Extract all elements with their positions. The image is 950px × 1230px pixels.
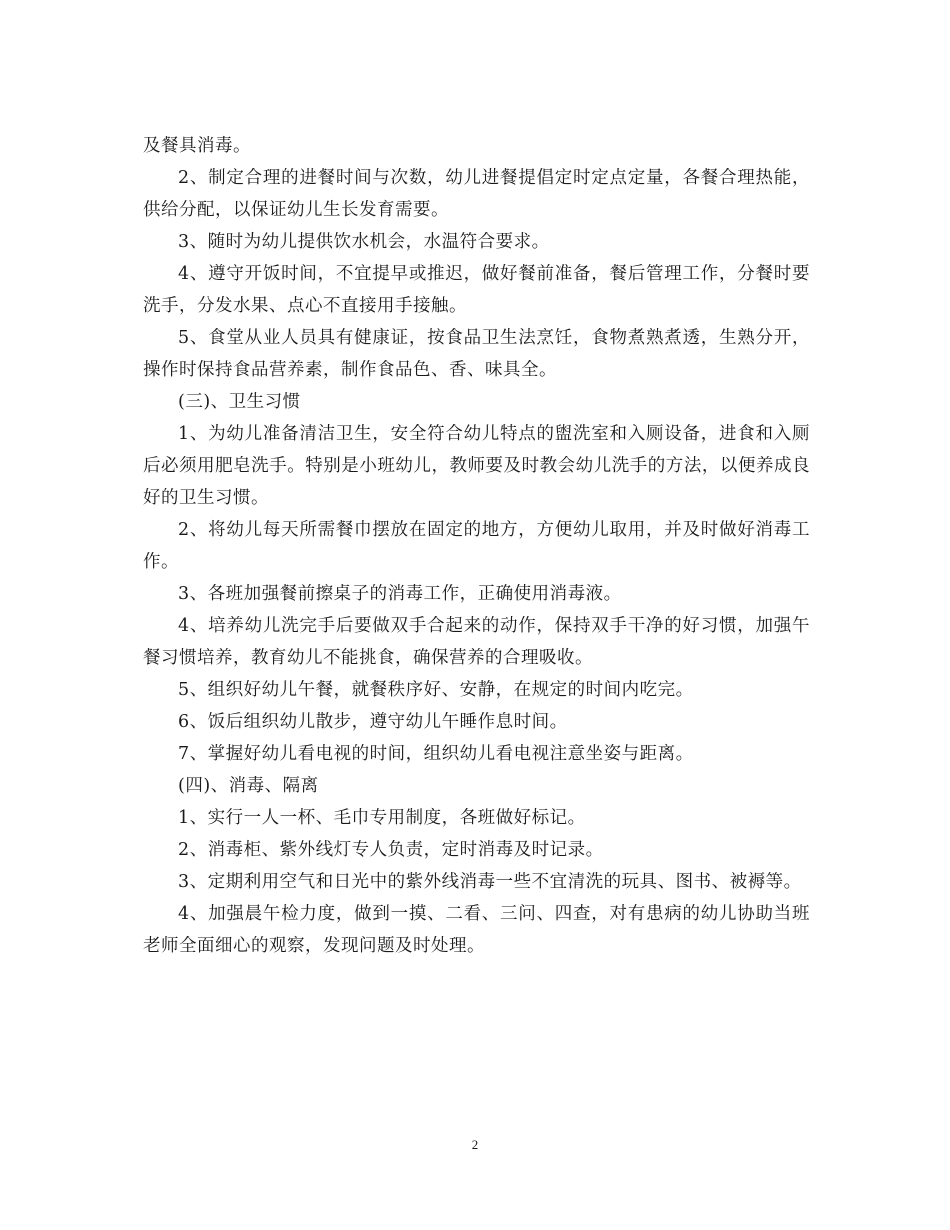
paragraph-uv-lamp: 2、消毒柜、紫外线灯专人负责，定时消毒及时记录。: [178, 840, 604, 860]
page-number: 2: [471, 1137, 479, 1152]
paragraph-lunch-order: 5、组织好幼儿午餐，就餐秩序好、安静，在规定的时间内吃完。: [178, 680, 694, 700]
paragraph-continuation: 及餐具消毒。: [143, 136, 251, 156]
paragraph-handwashing: 1、为幼儿准备清洁卫生，安全符合幼儿特点的盥洗室和入厕设备，进食和入厕后必须用肥皂洗手。特别是小班幼儿，教师要及时教会幼儿洗手的方法，以便养成良好的卫生习惯。: [143, 424, 810, 508]
paragraph-lunch-habits: 4、培养幼儿洗完手后要做双手合起来的动作，保持双手干净的好习惯，加强午餐习惯培养，教育幼儿不能挑食，确保营养的合理吸收。: [143, 616, 810, 668]
paragraph-sunlight-disinfection: 3、定期利用空气和日光中的紫外线消毒一些不宜清洗的玩具、图书、被褥等。: [178, 872, 802, 892]
paragraph-napkins: 2、将幼儿每天所需餐巾摆放在固定的地方，方便幼儿取用，并及时做好消毒工作。: [143, 520, 810, 572]
section-heading-hygiene-habits: (三)、卫生习惯: [178, 392, 301, 412]
paragraph-drinking-water: 3、随时为幼儿提供饮水机会，水温符合要求。: [178, 232, 550, 252]
paragraph-tv-time: 7、掌握好幼儿看电视的时间，组织幼儿看电视注意坐姿与距离。: [178, 744, 694, 764]
section-heading-disinfection: (四)、消毒、隔离: [178, 776, 319, 796]
paragraph-health-check: 4、加强晨午检力度，做到一摸、二看、三问、四查，对有患病的幼儿协助当班老师全面细心的观察，发现问题及时处理。: [143, 904, 810, 956]
paragraph-meal-time: 4、遵守开饭时间，不宜提早或推迟，做好餐前准备，餐后管理工作，分餐时要洗手，分发水果、点心不直接用手接触。: [143, 264, 810, 316]
paragraph-canteen-staff: 5、食堂从业人员具有健康证，按食品卫生法烹饪，食物煮熟煮透，生熟分开，操作时保持食品营养素，制作食品色、香、味具全。: [143, 328, 810, 380]
document-body: [143, 130, 810, 962]
paragraph-meal-schedule: 2、制定合理的进餐时间与次数，幼儿进餐提倡定时定点定量，各餐合理热能，供给分配，以保证幼儿生长发育需要。: [143, 168, 810, 220]
paragraph-table-disinfection: 3、各班加强餐前擦桌子的消毒工作，正确使用消毒液。: [178, 584, 622, 604]
paragraph-personal-cups: 1、实行一人一杯、毛巾专用制度，各班做好标记。: [178, 808, 586, 828]
paragraph-after-meal-walk: 6、饭后组织幼儿散步，遵守幼儿午睡作息时间。: [178, 712, 568, 732]
